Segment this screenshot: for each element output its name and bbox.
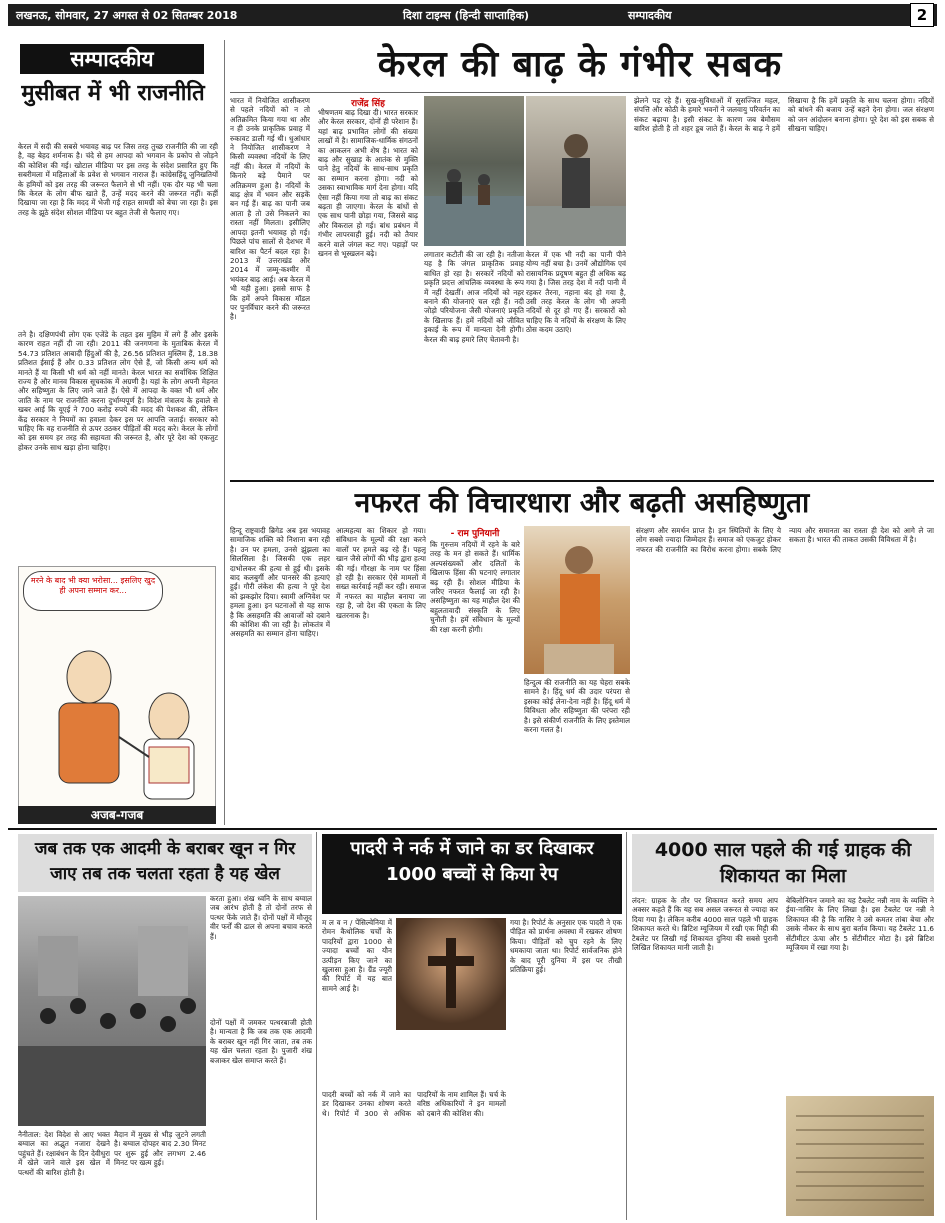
flood-photo-2	[526, 96, 626, 246]
cartoon-drawing	[19, 607, 215, 807]
second-story-col1: हिन्दू राष्ट्रवादी ब्रिगेड अब इस भयावह सामाजिक शक्ति को निशाना बना रही है। उन पर हमला, उनसे झुंझला का सिलसिला है। जिसकी एक लहर दाभोलकर की हत्या से हुई थी। इसके बाद कलबुर्गी और पानसरे की हत्याएं हुईं। गौरी लंकेश की हत्या ने पूरे देश को झकझोर दिया। स्वामी अग्निवेश पर हमला हुआ। इन घटनाओं से यह साफ है कि असहमति की आवाजों को दबाने की कोशिश की जा रही है। लोकतंत्र में असहमति का सम्मान होना चाहिए।	[230, 526, 330, 639]
story4-col2: पादरी बच्चों को नर्क में जाने का डर दिखाकर उनका शोषण करते थे। रिपोर्ट में 300 से अधिक पादरियों के नाम शामिल हैं। चर्च के वरिष्ठ अधिकारियों ने इन मामलों को दबाने की कोशिश की।	[322, 1090, 506, 1118]
second-story-col4: हिन्दुत्व की राजनीति का यह चेहरा सबके सामने है। हिंदू धर्म की उदार परंपरा से इसका कोई लेना-देना नहीं है। हिंदू धर्म में विविधता और सहिष्णुता की परंपरा रही है। इसे संकीर्ण राजनीति के लिए इस्तेमाल करना गलत है।	[524, 678, 630, 735]
cross-photo	[396, 918, 506, 1030]
clay-tablet-photo	[786, 1096, 934, 1216]
bagwal-photo	[18, 896, 206, 1126]
second-headline: नफरत की विचारधारा और बढ़ती असहिष्णुता	[354, 486, 810, 519]
second-story-col3: कि गुरुत्तम नदियों में रहने के बारे तरह के मन हो सकते हैं। धार्मिक अल्पसंख्यकों और दलितों के खिलाफ हिंसा की घटनाएं लगातार बढ़ रही हैं। सोशल मीडिया के जरिए नफरत फैलाई जा रही है। असहिष्णुता का यह माहौल देश की बहुलतावादी संस्कृति के लिए चुनौती है। हमें संविधान के मूल्यों की रक्षा करनी होगी।	[430, 540, 520, 634]
cartoon-speech-bubble: मरने के बाद भी क्या भरोसा... इसलिए खुद ही अपना सम्मान कर...	[23, 571, 163, 611]
story3-col4: दोनों पक्षों में जमकर पत्थरबाजी होती है। मान्यता है कि जब तक एक आदमी के बराबर खून नहीं गिर जाता, तब तक यह खेल चलता रहता है। पुजारी शंख बजाकर खेल समाप्त करते हैं।	[210, 1018, 312, 1065]
page-number: 2	[910, 3, 934, 27]
main-story-col1: भारत में नियोजित शासीकरण से पहले नदियों को न तो अतिक्रमित किया गया था और न ही उनके प्राकृतिक प्रवाह में रुकावट डाली गई थी। धुआंधार ने नियोजित शासीकरण ने किसी व्यवस्था नदियों के लिए नहीं की। केरल में नदियों के किनारे बड़े पैमाने पर अतिक्रमण हुआ है। नदियों के बाढ़ क्षेत्र में भवन और सड़कें बन गई हैं। बाढ़ का पानी जब आता है तो उसे निकलने का रास्ता नहीं मिलता। इसीलिए आपदा इतनी भयावह हो गई। पिछले पांच सालों से देशभर में बारिश का पैटर्न बदल रहा है। 2013 में उत्तराखंड और 2014 में जम्मू-कश्मीर में भयंकर बाढ़ आई। अब केरल में भी यही हुआ। इससे साफ है कि हमें अपने विकास मॉडल पर पुनर्विचार करने की जरूरत है।	[230, 96, 310, 322]
story4-col3: गया है। रिपोर्ट के अनुसार एक पादरी ने एक पीड़ित को प्रार्थना अवस्था में रखकर शोषण किया। पीड़ितों को चुप रहने के लिए धमकाया जाता था। रिपोर्ट सार्वजनिक होने के बाद पूरी दुनिया में इस पर तीखी प्रतिक्रिया हुई।	[510, 918, 622, 975]
story3-col2: मैदान में मुख्य से भीड़ जुटने लगती है। बग्वाल दोपहर बाद 2.30 मिनट पर शुरू हुई और लगभग 2.46 मिनट पर खत्म हुई।	[114, 1130, 206, 1168]
story5-headline: 4000 साल पहले की गई ग्राहक की शिकायत का मिला	[632, 834, 934, 892]
cartoon	[18, 566, 216, 808]
dateline: लखनऊ, सोमवार, 27 अगस्त से 02 सितम्बर 2018	[16, 9, 238, 22]
protest-photo	[524, 526, 630, 674]
story5-col2: बेबिलोनियन जमाने का यह टैबलेट नन्नी नाम के व्यक्ति ने ईया-नासिर के लिए लिखा है। इस टैबलेट पर नन्नी ने शिकायत की है कि नासिर ने उसे कमतर तांबा बेचा और उसके नौकर के साथ बुरा बर्ताव किया। यह टैबलेट 11.6 सेंटीमीटर ऊंचा और 5 सेंटीमीटर मोटा है। इसे ब्रिटिश म्यूजियम में रखा गया है।	[786, 896, 934, 953]
editorial-label: सम्पादकीय	[20, 44, 204, 74]
editorial-body-1: केरल में सदी की सबसे भयावह बाढ़ पर जिस तरह तुच्छ राजनीति की जा रही है, वह बेहद शर्मनाक है। चंदे से हम आपदा को भगवान के प्रकोप से जोड़ने की कोशिश की गई। खोटाल मीडिया पर इस तरह के संदेश प्रसारित हुए कि सबरीमला में महिलाओं के प्रवेश से भगवान नाराज हैं। कांग्रेसहिंदू जुनिखतियों के हमियों को इस तरह की जरूरत फैलाने से भी नहीं। एक दौर यह भी चला कि केरल के लोग बीफ खाते हैं, उन्हें मदद करने की जरूरत नहीं। कहीं दिखाया जा रहा है कि मदद में भेजी गई राहत सामग्री को बेचा जा रहा है। इस तरह के झूठे संदेश सोशल मीडिया पर बहुत तेजी से फैलाए गए।	[18, 142, 218, 217]
main-story-col2: भीषणतम बाढ़ दिखा दी। भारत सरकार और केरल सरकार, दोनों ही परेशान हैं। यहां बाढ़ प्रभावित लोगों की संख्या लाखों में है। सामाजिक-धार्मिक संगठनों का आकलन अभी शेष है। भारत को बाढ़ और सुखाड़ के आतंक से मुक्ति पाने हेतु नदियों के साथ-साथ प्रकृति का सम्मान करना होगा। नदी को उसका स्वाभाविक मार्ग देना होगा। यदि ऐसा नहीं किया गया तो बाढ़ का संकट बढ़ता ही जाएगा। केरल के बांधों से एक साथ पानी छोड़ा गया, जिससे बाढ़ और विकराल हो गई। बांध प्रबंधन में गंभीर लापरवाही हुई। नदी को तैयार करने वाले जंगल कट गए। पहाड़ों पर खनन से भूस्खलन बढ़े।	[318, 108, 418, 259]
second-story-col5: संरक्षण और समर्थन प्राप्त है। इन स्थितियों के लिए ये लोग सबसे ज्यादा जिम्मेदार हैं। समाज को एकजुट होकर नफरत की राजनीति का विरोध करना होगा। सबके लिए न्याय और समानता का रास्ता ही देश को आगे ले जा सकता है। भारत की ताकत उसकी विविधता में है।	[636, 526, 934, 554]
editorial-title: मुसीबत में भी राजनीति	[21, 81, 205, 106]
story3-headline: जब तक एक आदमी के बराबर खून न गिर जाए तब तक चलता रहता है यह खेल	[18, 834, 312, 892]
main-headline: केरल की बाढ़ के गंभीर सबक	[377, 44, 783, 85]
paper-name: दिशा टाइम्स (हिन्दी साप्ताहिक)	[403, 9, 530, 22]
flood-photo-1	[424, 96, 524, 246]
story4-headline: पादरी ने नर्क में जाने का डर दिखाकर 1000 बच्चों से किया रेप	[322, 834, 622, 914]
main-story-col5: झेलने पड़ रहे हैं। सुख-सुविधाओं में सुसज्जित महल, संपत्ति और कोठी के हमारे भवनों ने जलवायु परिवर्तन का संकट बढ़ाया है। इसी संकट के कारण जब बेमौसम बारिश होती है तो शहर डूब जाते हैं। केरल के बाढ़ ने हमें सिखाया है कि हमें प्रकृति के साथ चलना होगा। नदियों को बांधने की बजाय उन्हें बहने देना होगा। जल संरक्षण को जन आंदोलन बनाना होगा। पूरे देश को इस सबक से सीखना चाहिए।	[634, 96, 934, 134]
second-story-col2: आत्महत्या का शिकार हो गया। संविधान के मूल्यों की रक्षा करने वालों पर हमले बढ़ रहे हैं। पहलू खान जैसे लोगों की भीड़ द्वारा हत्या की गई। गौरक्षा के नाम पर हिंसा हो रही है। सरकार ऐसे मामलों में सख्त कार्रवाई नहीं कर रही। समाज में नफरत का माहौल बनाया जा रहा है, जो देश की एकता के लिए खतरनाक है।	[336, 526, 426, 620]
masthead-bar	[8, 4, 937, 26]
story5-col1: लंदन: ग्राहक के तौर पर शिकायत करते समय आप अक्सर कहते हैं कि यह सब असल जरूरत से ज्यादा कर दिया गया है। लेकिन करीब 4000 साल पहले भी ग्राहक शिकायत करते थे। ब्रिटिश म्यूजियम में रखी एक मिट्टी की टैबलेट पर लिखी गई शिकायत दुनिया की सबसे पुरानी लिखित शिकायत मानी जाती है।	[632, 896, 778, 953]
main-story-author: राजेंद्र सिंह	[351, 99, 385, 109]
main-story-col4: केरल में एक भी नदी का पानी पीने योग्य नहीं बचा है। उनमें औद्योगिक एवं रासायनिक प्रदूषण बहुत ही अधिक बढ़ गया है। जिस तरह देश में नदी पानी में रहकर तैरना, नहाना बंद हो गया है, उसी तरह केरल के लोग भी अपनी नदियों से दूर हो गए हैं। सरकारों को चाहिए कि वे नदियों के संरक्षण के लिए ठोस कदम उठाएं।	[526, 250, 626, 335]
cartoon-label: अजब-गजब	[18, 806, 216, 824]
story3-col1: नैनीताल: देश विदेश से आए भक्त बग्वाल का अद्भुत नजारा देखने पहुंचते हैं। रक्षाबंधन के दिन देवीधुरा में खेले जाने वाले इस खेल में पत्थरों की बारिश होती है।	[18, 1130, 110, 1177]
section-name: सम्पादकीय	[628, 9, 672, 22]
editorial-body-2: तने है। दक्षिणपंथी लोग एक एजेंडे के तहत इस मुहिम में लगे हैं और इसके कारण राहत नहीं दी जा रही। 2011 की जनगणना के मुताबिक केरल में 54.73 प्रतिशत आबादी हिंदुओं की है, 26.56 प्रतिशत मुस्लिम हैं, 18.38 प्रतिशत ईसाई हैं और 0.33 प्रतिशत लोग ऐसे हैं, जो किसी अन्य धर्म को मानते हैं या किसी भी धर्म को नहीं मानते। केरल भारत का सर्वाधिक शिक्षित राज्य है और मानव विकास सूचकांक में अग्रणी है। यहां के लोग अपनी मेहनत और सहिष्णुता के लिए जाने जाते हैं। ऐसे में आपदा के वक्त भी धर्म और जाति के नाम पर राजनीति करना दुर्भाग्यपूर्ण है। विदेश मंत्रालय के हवाले से खबर आई कि यूएई ने 700 करोड़ रुपये की मदद की पेशकश की, लेकिन केंद्र सरकार ने नियमों का हवाला देकर इस पर आपत्ति जताई। सरकार को चाहिए कि वह राजनीति से ऊपर उठकर पीड़ितों की मदद करे। केरल के लोगों को इस समय हर तरह की सहायता की जरूरत है, और पूरे देश को एकजुट होकर उनके साथ खड़ा होना चाहिए।	[18, 330, 218, 452]
story3-col3: करता हुआ। शंख ध्वनि के साथ बग्वाल जब आरंभ होती है तो दोनों तरफ से पत्थर फेंके जाते हैं। दोनों पक्षों में मौजूद वीर फर्रों की ढाल से अपना बचाव करते हैं।	[210, 894, 312, 941]
second-story-author: - राम पुनियानी	[450, 529, 500, 539]
main-story-col3: लगातार कटौती की जा रही है। नतीजा यह है कि जंगल प्राकृतिक प्रवाह बाधित हो रहा है। सरकारें नदियों को प्रकृति प्रदत्त आंचलिक व्यवस्था के रूप में नहीं देखतीं। आज नदियों को नहर बनाने की योजनाएं चल रही हैं। नदी जोड़ो परियोजना जैसी योजनाएं प्रकृति के खिलाफ हैं। हमें नदियों को जीवित इकाई के रूप में मान्यता देनी होगी। केरल की बाढ़ हमारे लिए चेतावनी है।	[424, 250, 524, 344]
story4-col1: म ल व न / पेंसिल्वेनिया में रोमन कैथोलिक चर्चों के पादरियों द्वारा 1000 से ज्यादा बच्चों का यौन उत्पीड़न किए जाने का खुलासा हुआ है। ग्रैंड ज्यूरी की रिपोर्ट में यह बात सामने आई है।	[322, 918, 392, 993]
